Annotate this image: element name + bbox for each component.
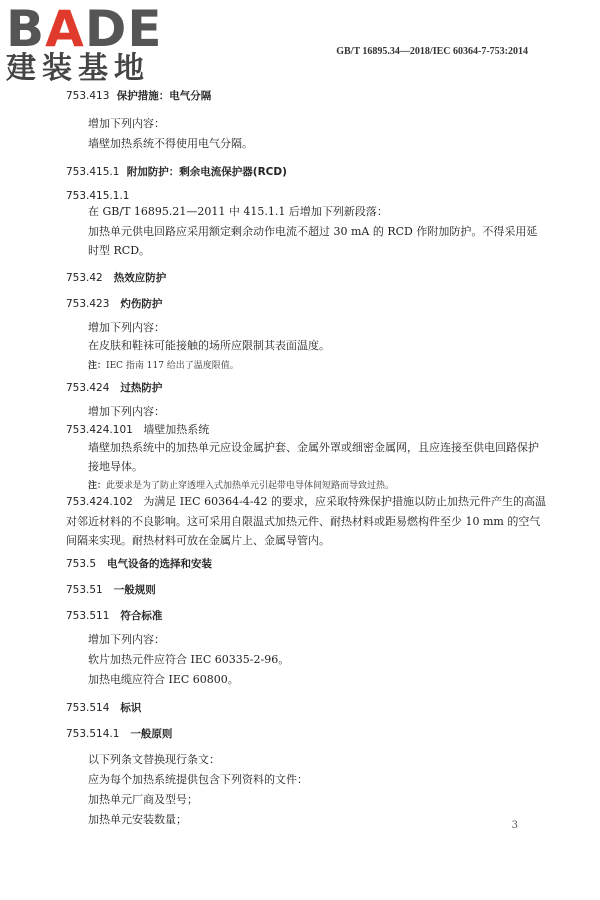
clause-753-424-102: 753.424.102 为满足 IEC 60364-4-42 的要求，应采取特殊保护措施以防止加热元件产生的高温对邻近材料的不良影响。这可采用自限温式加热元件、耐热材料或距易燃构件至少 10 mm 的空气间隔来实现。耐热材料可放在金属片上、金属导管内。 bbox=[66, 495, 547, 547]
paragraph: 墙壁加热系统不得使用电气分隔。 bbox=[88, 137, 253, 150]
page-number: 3 bbox=[511, 820, 518, 831]
paragraph: 以下列条文替换现行条文： bbox=[88, 753, 220, 766]
paragraph: 软片加热元件应符合 IEC 60335-2-96。 bbox=[88, 653, 290, 666]
heading-753-415-1-1: 753.415.1.1 bbox=[66, 190, 130, 202]
heading-753-511: 753.511 符合标准 bbox=[66, 610, 163, 622]
paragraph: 加热单元安装数量； bbox=[88, 813, 187, 826]
heading-753-413: 753.413 保护措施：电气分隔 bbox=[66, 90, 212, 102]
heading-753-42: 753.42 热效应防护 bbox=[66, 272, 167, 284]
heading-753-415-1: 753.415.1 附加防护：剩余电流保护器(RCD) bbox=[66, 166, 287, 178]
clause-753-424-101: 753.424.101 墙壁加热系统 bbox=[66, 423, 210, 436]
logo bbox=[6, 2, 176, 86]
paragraph: 应为每个加热系统提供包含下列资料的文件： bbox=[88, 773, 308, 786]
logo-accent-letter: A bbox=[45, 0, 85, 58]
note: 注：此要求是为了防止穿透埋入式加热单元引起带电导体间短路而导致过热。 bbox=[88, 481, 395, 491]
heading-753-514: 753.514 标识 bbox=[66, 702, 142, 714]
logo-latin: BADE bbox=[6, 0, 163, 58]
heading-753-5: 753.5 电气设备的选择和安装 bbox=[66, 558, 213, 570]
paragraph: 加热单元厂商及型号； bbox=[88, 793, 198, 806]
paragraph: 墙壁加热系统中的加热单元应设金属护套、金属外罩或细密金属网，且应连接至供电回路保护接地导体。 bbox=[88, 441, 539, 473]
standard-id: GB/T 16895.34—2018/IEC 60364-7-753:2014 bbox=[336, 46, 528, 57]
paragraph: 在 GB/T 16895.21—2011 中 415.1.1 后增加下列新段落： bbox=[88, 205, 388, 218]
logo-cjk: 建装基地 bbox=[6, 51, 150, 86]
heading-753-51: 753.51 一般规则 bbox=[66, 584, 156, 596]
heading-753-424: 753.424 过热防护 bbox=[66, 382, 163, 394]
paragraph: 增加下列内容： bbox=[88, 321, 165, 334]
paragraph: 加热单元供电回路应采用额定剩余动作电流不超过 30 mA 的 RCD 作附加防护。不得采用延时型 RCD。 bbox=[88, 225, 538, 257]
paragraph: 在皮肤和鞋袜可能接触的场所应限制其表面温度。 bbox=[88, 339, 330, 352]
paragraph: 增加下列内容： bbox=[88, 405, 165, 418]
heading-753-423: 753.423 灼伤防护 bbox=[66, 298, 163, 310]
paragraph: 增加下列内容： bbox=[88, 117, 165, 130]
paragraph: 加热电缆应符合 IEC 60800。 bbox=[88, 673, 239, 686]
paragraph: 增加下列内容： bbox=[88, 633, 165, 646]
note: 注：IEC 指南 117 给出了温度限值。 bbox=[88, 361, 239, 371]
heading-753-514-1: 753.514.1 一般原则 bbox=[66, 728, 173, 740]
